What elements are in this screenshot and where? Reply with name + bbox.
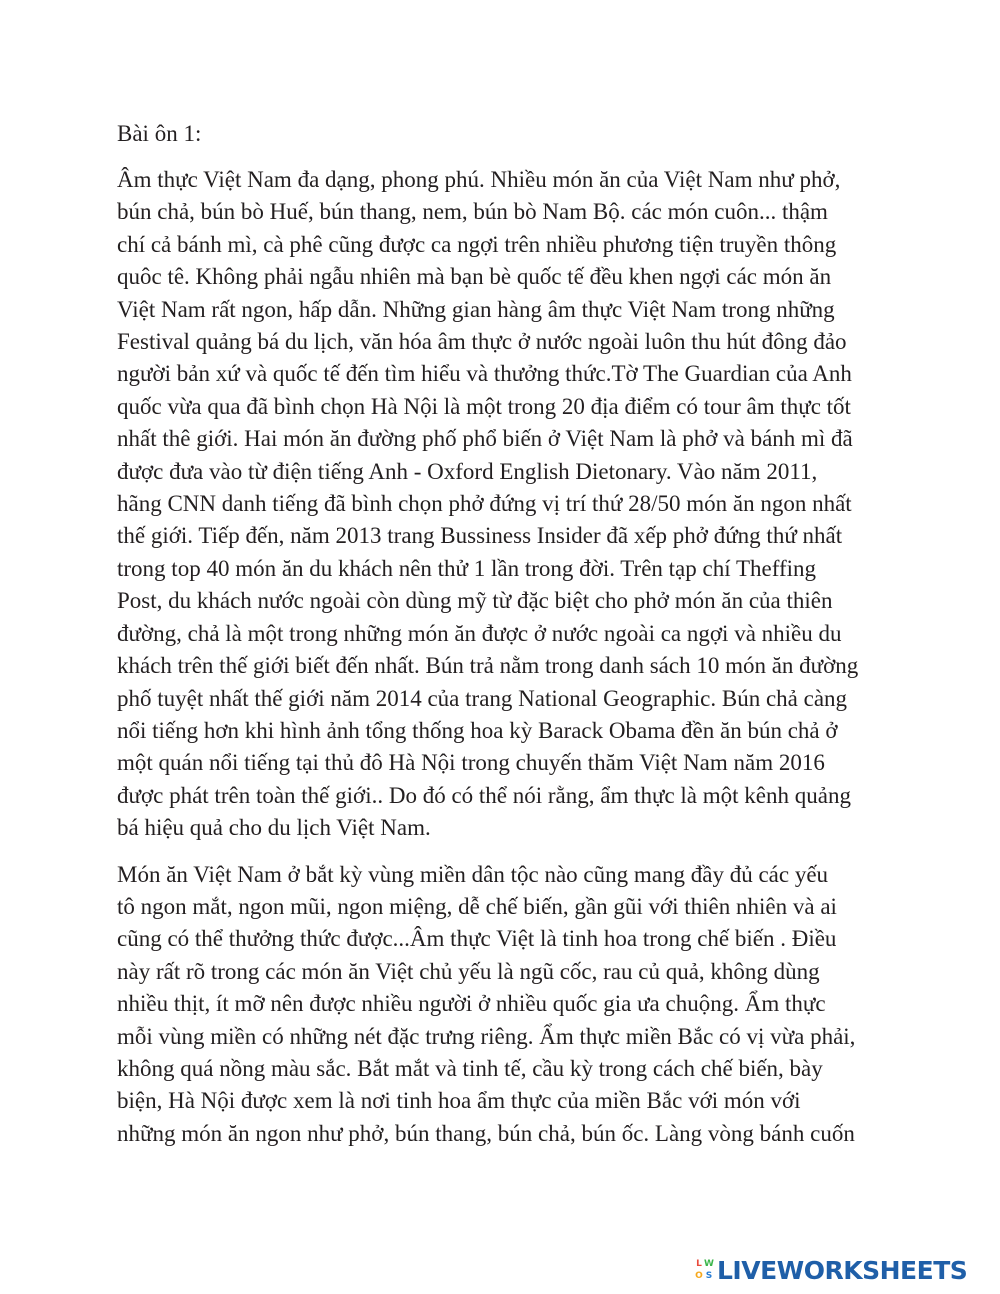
text-line: quốc vừa qua đã bình chọn Hà Nội là một trong 20 địa điểm có tour âm thực tốt [117,393,851,419]
text-line: này rất rõ trong các món ăn Việt chủ yếu là ngũ cốc, rau củ quả, không dùng [117,958,820,984]
text-line: trong top 40 món ăn du khách nên thử 1 lần trong đời. Trên tạp chí Theffing [117,555,816,581]
text-line: cũng có thể thưởng thức được...Âm thực Việt là tinh hoa trong chế biến . Điều [117,926,837,952]
logo-mark-letter: W [704,1259,714,1269]
logo-mark-letter: L [696,1259,702,1269]
paragraph-1 [117,164,965,845]
text-line: nhất thê giới. Hai món ăn đường phố phổ biến ở Việt Nam là phở và bánh mì đã [117,426,853,452]
text-line: mỗi vùng miền có những nét đặc trưng riêng. Ẩm thực miền Bắc có vị vừa phải, [117,1023,856,1049]
exercise-heading: Bài ôn 1: [117,121,202,146]
text-line: không quá nồng màu sắc. Bắt mắt và tinh tế, cầu kỳ trong cách chế biến, bày [117,1055,823,1081]
text-line: Festival quảng bá du lịch, văn hóa âm thực ở nước ngoài luôn thu hút đông đảo [117,329,847,355]
liveworksheets-logo [694,1256,967,1284]
text-line: quôc tê. Không phải ngẫu nhiên mà bạn bè quốc tế đều khen ngợi các món ăn [117,264,832,290]
text-line: Post, du khách nước ngoài còn dùng mỹ từ đặc biệt cho phở món ăn của thiên [117,588,833,614]
text-line: được đưa vào từ điện tiếng Anh - Oxford English Dietonary. Vào năm 2011, [117,458,818,484]
text-line: biện, Hà Nội được xem là nơi tinh hoa ẩm thực của miền Bắc với món với [117,1088,801,1114]
text-line: được phát trên toàn thế giới.. Do đó có thể nói rằng, ẩm thực là một kênh quảng [117,782,851,808]
worksheet-page [117,118,965,1164]
text-line: nhiều thịt, ít mỡ nên được nhiều người ở nhiều quốc gia ưa chuộng. Ẩm thực [117,991,826,1017]
liveworksheets-mark-icon [694,1258,714,1282]
liveworksheets-wordmark: LIVEWORKSHEETS [717,1255,968,1285]
text-line: bá hiệu quả cho du lịch Việt Nam. [117,815,431,841]
text-line: những món ăn ngon như phở, bún thang, bún chả, bún ốc. Làng vòng bánh cuốn [117,1120,855,1146]
text-line: một quán nổi tiếng tại thủ đô Hà Nội trong chuyến thăm Việt Nam năm 2016 [117,750,825,776]
text-line: đường, chả là một trong những món ăn được ở nước ngoài ca ngợi và nhiều du [117,620,842,646]
text-line: bún chả, bún bò Huế, bún thang, nem, bún bò Nam Bộ. các món cuôn... thậm [117,199,828,225]
text-line: tô ngon mắt, ngon mũi, ngon miệng, dễ chế biến, gần gũi với thiên nhiên và ai [117,893,837,919]
text-line: phố tuyệt nhất thế giới năm 2014 của trang National Geographic. Bún chả càng [117,685,848,711]
text-line: thế giới. Tiếp đến, năm 2013 trang Bussiness Insider đã xếp phở đứng thứ nhất [117,523,843,549]
logo-mark-letter: O [695,1271,703,1281]
text-line: hãng CNN danh tiếng đã bình chọn phở đứng vị trí thứ 28/50 món ăn ngon nhất [117,491,852,517]
logo-mark-letter: S [705,1271,713,1281]
text-line: Món ăn Việt Nam ở bắt kỳ vùng miền dân tộc nào cũng mang đầy đủ các yếu [117,861,829,887]
text-line: Âm thực Việt Nam đa dạng, phong phú. Nhiều món ăn của Việt Nam như phở, [117,167,841,192]
text-line: chí cả bánh mì, cà phê cũng được ca ngợi trên nhiều phương tiện truyền thông [117,231,837,257]
paragraph-2 [117,859,965,1151]
text-line: Việt Nam rất ngon, hấp dẫn. Những gian hàng âm thực Việt Nam trong những [117,296,835,322]
text-line: nổi tiếng hơn khi hình ảnh tổng thống hoa kỳ Barack Obama đền ăn bún chả ở [117,717,838,743]
text-line: người bản xứ và quốc tế đến tìm hiểu và thưởng thức.Tờ The Guardian của Anh [117,361,852,387]
text-line: khách trên thế giới biết đến nhất. Bún trả nằm trong danh sách 10 món ăn đường [117,653,859,679]
